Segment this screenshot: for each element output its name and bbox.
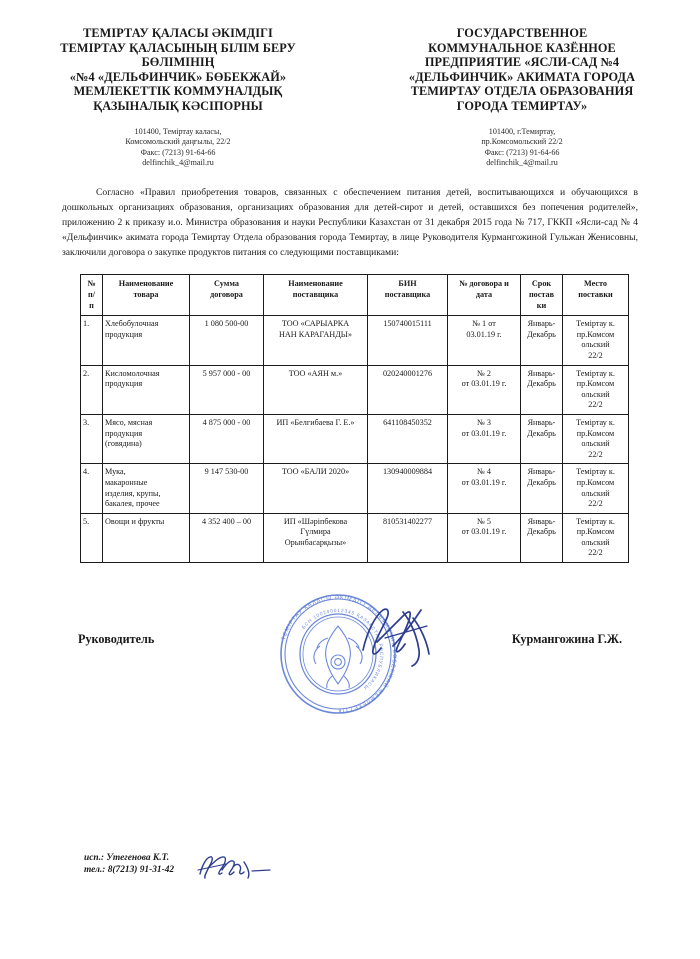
signature-role-label: Руководитель [78,632,155,646]
col-header-line: БИН [398,279,417,289]
cell-line: пр.Комсом [576,329,615,339]
cell-line: ТОО «БАЛИ 2020» [281,467,350,477]
official-stamp-icon [272,588,404,720]
cell-contract [448,316,521,365]
cell-line: пр.Комсом [576,527,615,537]
cell-line: пр.Комсом [576,477,615,487]
col-header-contract [448,275,521,316]
col-header-line: договора [210,290,243,299]
col-header-line: поставщика [384,290,431,299]
cell-spacer [105,538,187,549]
org-title-ru-line: ГОСУДАРСТВЕННОЕ [456,26,588,40]
cell-num: 2. [81,365,103,414]
svg-text:ТЕМІРТАУ ҚАЛАСЫ ӘКІМДІГІ ДЕЛЬФ: ТЕМІРТАУ ҚАЛАСЫ ӘКІМДІГІ ДЕЛЬФИНЧИК БӨБЕКЖАЙ МЕМЛЕКЕТТІК [280,594,398,714]
cell-num: 1. [81,316,103,365]
cell-sum: 4 352 400 – 00 [190,513,264,562]
contracts-table-wrapper [0,274,700,563]
cell-line: Декабрь [527,527,556,537]
cell-line: Январь- [527,417,556,427]
col-header-line: № [87,279,96,289]
cell-line: Овощи и фрукты [105,516,165,526]
cell-num: 3. [81,414,103,463]
col-header-line: Срок [531,279,552,289]
table-row [81,365,629,414]
col-header-sum [190,275,264,316]
org-title-ru-line: КОММУНАЛЬНОЕ КАЗЁННОЕ [428,40,616,55]
col-header-line: Наименование [118,279,174,289]
cell-line: макаронные [105,477,148,487]
cell-goods [103,316,190,365]
cell-line: Теміртау к. [576,417,615,427]
cell-term [521,414,563,463]
cell-line: от 03.01.19 г. [461,379,507,389]
cell-spacer [105,340,187,351]
cell-goods [103,365,190,414]
fax-line: Факс: (7213) 91-64-66 [140,147,216,157]
cell-line: ИП «Шәріпбекова [283,516,348,526]
cell-num: 5. [81,513,103,562]
email-line: delfinchik_4@mail.ru [142,158,214,168]
document-footer [84,852,174,877]
cell-line: № 5 [477,516,491,526]
cell-place [563,513,629,562]
col-header-place [563,275,629,316]
signature-row [0,632,700,647]
org-title-kz-line: «№4 «ДЕЛЬФИНЧИК» БӨБЕКЖАЙ» [69,69,287,84]
cell-supplier [264,365,368,414]
cell-line: ТОО «САРЫАРКА [281,319,350,329]
org-title-kz-line: ҚАЗЫНАЛЫҚ КӘСІПОРНЫ [93,98,263,113]
cell-term [521,365,563,414]
cell-line: НАН КАРАГАНДЫ» [278,329,353,339]
cell-line: № 4 [477,467,491,477]
cell-line: ИП «Белгибаева Г. Е.» [276,417,355,427]
cell-line: Теміртау к. [576,368,615,378]
cell-line: бакалея, прочее [105,499,160,509]
cell-spacer [105,390,187,401]
col-header-bin [368,275,448,316]
cell-bin: 150740015111 [368,316,448,365]
cell-supplier [264,513,368,562]
cell-line: Декабрь [527,477,556,487]
col-header-line: поставщика [292,290,339,299]
cell-goods [103,464,190,513]
cell-line: ольский [581,537,610,547]
cell-supplier [264,316,368,365]
org-title-ru-line: ТЕМИРТАУ ОТДЕЛА ОБРАЗОВАНИЯ [410,84,634,99]
cell-line: 22/2 [588,449,603,459]
cell-line: ТОО «АЯН м.» [288,368,343,378]
cell-line: (говядина) [105,439,142,449]
cell-place [563,316,629,365]
cell-line: Мясо, мясная [105,417,153,427]
address-line: пр.Комсомольский 22/2 [481,137,563,147]
cell-supplier [264,414,368,463]
cell-line: Январь- [527,319,556,329]
table-row [81,414,629,463]
cell-place [563,464,629,513]
cell-line: пр.Комсом [576,379,615,389]
col-header-num [81,275,103,316]
address-line: 101400, г.Темиртау, [488,126,556,136]
cell-line: Мука, [105,467,126,477]
col-header-line: Сумма [214,279,239,289]
cell-line: ольский [581,340,610,350]
intro-paragraph: Согласно «Правил приобретения товаров, связанных с обеспечением питания детей, воспитывающихся и обучающихся в дошкольных организациях образования, организациях образования для детей-сирот и детей, оставшихся без попечения родителей», приложению 2 к приказу и.о. Министра образования и науки Республики Казахстан от 31 декабря 2015 года № 717, ГККП «Ясли-сад № 4 «Дельфинчик» акимата города Темиртау Отдела образования города Темиртау, в лице Руководителя Курмангожиной Гульжан Женисовны, заключили договора о закупке продуктов питания со следующими поставщиками: [62,186,638,259]
cell-goods [103,414,190,463]
signature-signer-name: Курмангожина Г.Ж. [511,632,622,646]
cell-place [563,414,629,463]
cell-line: 22/2 [588,350,603,360]
cell-line: продукция [105,379,143,389]
org-title-kz-line: ТЕМІРТАУ ҚАЛАСЫНЫҢ БІЛІМ БЕРУ [60,40,296,55]
cell-sum: 9 147 530-00 [190,464,264,513]
cell-sum: 1 080 500-00 [190,316,264,365]
table-row [81,316,629,365]
cell-line: 03.01.19 г. [466,329,502,339]
cell-contract [448,414,521,463]
cell-line: Январь- [527,516,556,526]
document-header [0,0,700,169]
cell-line: 22/2 [588,400,603,410]
cell-line: от 03.01.19 г. [461,527,507,537]
footer-executor: исп.: Утегенова К.Т. [84,853,170,863]
contracts-table [80,274,629,563]
org-title-ru-line: «ДЕЛЬФИНЧИК» АКИМАТА ГОРОДА [408,69,636,84]
address-line: 101400, Теміртау каласы, [134,126,222,136]
cell-line: Январь- [527,467,556,477]
col-header-line: № договора и [459,279,509,289]
cell-line: Декабрь [527,379,556,389]
table-row [81,513,629,562]
cell-line: ольский [581,389,610,399]
cell-term [521,513,563,562]
cell-contract [448,513,521,562]
col-header-goods [103,275,190,316]
cell-place [563,365,629,414]
org-title-kz-line: МЕМЛЕКЕТТІК КОММУНАЛДЫҚ [73,84,283,99]
col-header-supplier [264,275,368,316]
cell-line: от 03.01.19 г. [461,428,507,438]
col-header-line: поставки [578,290,613,299]
col-header-line: Место [584,279,607,289]
cell-spacer [105,527,187,538]
org-title-kz-line: БӨЛІМІНІҢ [141,55,215,70]
org-title-ru-line: ГОРОДА ТЕМИРТАУ» [456,98,588,113]
col-header-line: дата [475,290,493,299]
address-block-kazakh [28,127,328,169]
cell-line: 22/2 [588,499,603,509]
cell-line: Хлебобулочная [105,319,159,329]
cell-line: Кисломолочная [105,368,160,378]
col-header-line: п/ [88,290,95,299]
cell-line: Теміртау к. [576,319,615,329]
col-header-line: постав [528,290,555,299]
org-title-kz-line: ТЕМІРТАУ ҚАЛАСЫ ӘКІМДІГІ [83,26,273,40]
cell-line: № 3 [477,417,491,427]
header-left-block [28,26,328,169]
cell-line: ольский [581,439,610,449]
cell-line: Теміртау к. [576,467,615,477]
cell-supplier [264,464,368,513]
cell-line: продукция [105,329,143,339]
col-header-line: п [89,300,94,310]
table-row [81,464,629,513]
org-title-russian [372,26,672,114]
cell-line: Декабрь [527,329,556,339]
cell-line: № 2 [477,368,491,378]
cell-bin: 641108450352 [368,414,448,463]
table-header-row [81,275,629,316]
address-block-russian [372,127,672,169]
fax-line: Факс: (7213) 91-64-66 [484,147,560,157]
cell-bin: 130940009884 [368,464,448,513]
cell-contract [448,365,521,414]
cell-sum: 5 957 000 - 00 [190,365,264,414]
cell-line: Теміртау к. [576,516,615,526]
cell-line: № 1 от [472,319,496,329]
cell-bin: 020240001276 [368,365,448,414]
footer-handwritten-signature [196,852,276,882]
cell-term [521,316,563,365]
cell-line: от 03.01.19 г. [461,477,507,487]
cell-line: продукция [105,428,143,438]
cell-line: 22/2 [588,548,603,558]
cell-line: Январь- [527,368,556,378]
header-right-block [372,26,672,169]
org-title-kazakh [28,26,328,114]
cell-bin: 810531402277 [368,513,448,562]
cell-sum: 4 875 000 - 00 [190,414,264,463]
col-header-line: товара [133,290,159,299]
col-header-line: Наименование [288,279,343,289]
cell-line: ольский [581,488,610,498]
svg-text:БСН 100240012345 ҚАЗАҚСТАН РЕС: БСН 100240012345 ҚАЗАҚСТАН РЕСПУБЛИКАСЫ [301,608,384,691]
cell-term [521,464,563,513]
col-header-term [521,275,563,316]
cell-num: 4. [81,464,103,513]
cell-line: изделия, крупы, [105,488,161,498]
col-header-line: ки [536,300,547,310]
cell-contract [448,464,521,513]
cell-line: Орынбасарқызы» [284,537,347,547]
cell-line: Гүлмира [300,527,331,537]
address-line: Комсомольский даңғылы, 22/2 [125,137,231,147]
cell-goods [103,513,190,562]
footer-phone: тел.: 8(7213) 91-31-42 [84,865,175,876]
org-title-ru-line: ПРЕДПРИЯТИЕ «ЯСЛИ-САД №4 [424,55,620,70]
email-line: delfinchik_4@mail.ru [486,158,558,168]
cell-line: пр.Комсом [576,428,615,438]
cell-line: Декабрь [527,428,556,438]
